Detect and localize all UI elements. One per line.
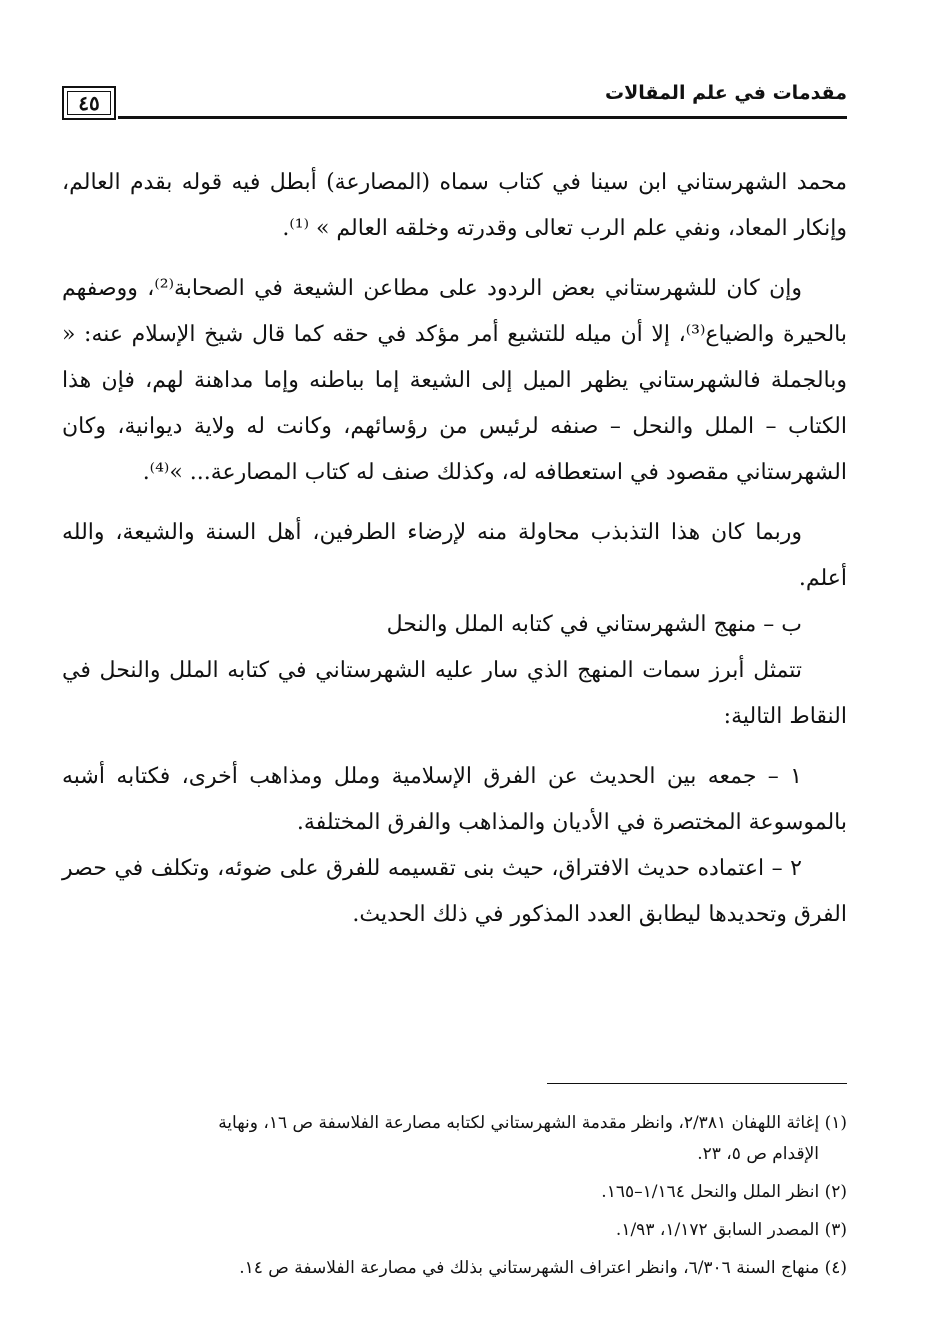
running-title: مقدمات في علم المقالات [605, 82, 847, 104]
footnote-2: (٢) انظر الملل والنحل ١/١٦٤–١٦٥. [601, 1182, 847, 1202]
section-heading: ب – منهج الشهرستاني في كتابه الملل والنحل [386, 612, 802, 637]
list-item-1: ١ – جمعه بين الحديث عن الفرق الإسلامية وملل ومذاهب أخرى، فكتابه أشبه بالموسوعة المختصرة في الأديان والمذاهب والفرق المختلفة. [62, 764, 847, 835]
page-number: ٤٥ [62, 86, 116, 120]
footnote-1-line-2: الإقدام ص ٥، ٢٣. [697, 1144, 819, 1164]
page-header [62, 78, 847, 126]
footnote-separator [547, 1083, 847, 1084]
main-text [62, 160, 847, 938]
paragraph-1: محمد الشهرستاني ابن سينا في كتاب سماه (المصارعة) أبطل فيه قوله بقدم العالم، وإنكار المعاد، ونفي علم الرب تعالى وقدرته وخلقه العالم » ⁽¹⁾. [62, 170, 847, 241]
header-rule [118, 116, 847, 119]
footnote-1 [75, 1108, 847, 1170]
footnote-1-line-1: (١) إغاثة اللهفان ٢/٣٨١، وانظر مقدمة الشهرستاني لكتابه مصارعة الفلاسفة ص ١٦، ونهاية [218, 1113, 847, 1133]
paragraph-3: وربما كان هذا التذبذب محاولة منه لإرضاء الطرفين، أهل السنة والشيعة، والله أعلم. [62, 520, 847, 591]
footnotes [75, 1108, 847, 1291]
list-item-2: ٢ – اعتماده حديث الافتراق، حيث بنى تقسيمه للفرق على ضوئه، وتكلف في حصر الفرق وتحديدها ليطابق العدد المذكور في ذلك الحديث. [62, 856, 847, 927]
paragraph-4: تتمثل أبرز سمات المنهج الذي سار عليه الشهرستاني في كتابه الملل والنحل في النقاط التالية: [62, 658, 847, 729]
footnote-4: (٤) منهاج السنة ٦/٣٠٦، وانظر اعتراف الشهرستاني بذلك في مصارعة الفلاسفة ص ١٤. [239, 1258, 847, 1278]
footnote-3: (٣) المصدر السابق ١/١٧٢، ١/٩٣. [615, 1220, 847, 1240]
paragraph-2: وإن كان للشهرستاني بعض الردود على مطاعن الشيعة في الصحابة⁽²⁾، ووصفهم بالحيرة والضياع⁽³⁾، إلا أن ميله للتشيع أمر مؤكد في حقه كما قال شيخ الإسلام عنه: « وبالجملة فالشهرستاني يظهر الميل إلى الشيعة إما بباطنه وإما مداهنة لهم، فإن هذا الكتاب – الملل والنحل – صنفه لرئيس من رؤسائهم، وكانت له ولاية ديوانية، وكان الشهرستاني مقصود في استعطافه له، وكذلك صنف له كتاب المصارعة... »⁽⁴⁾. [62, 276, 847, 485]
